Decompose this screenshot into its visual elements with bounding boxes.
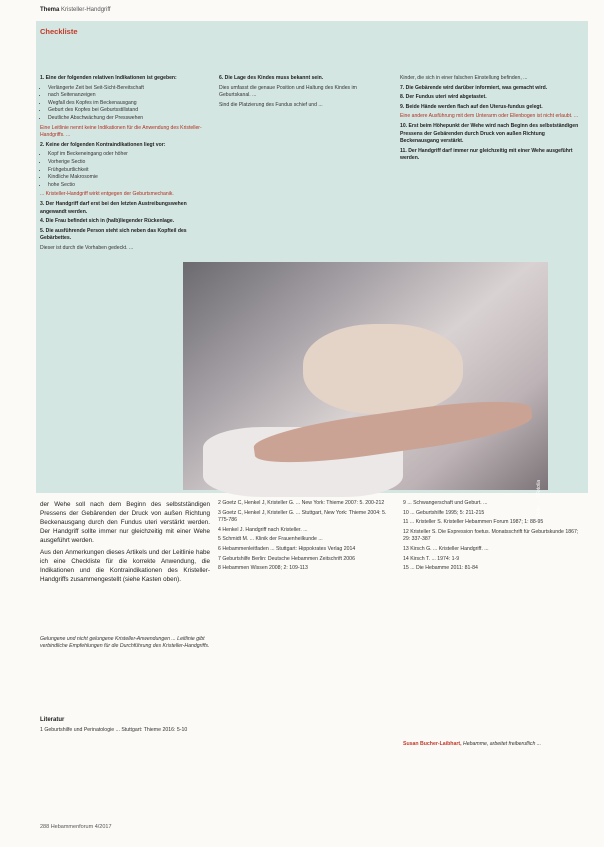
checklist-list-item: • Kopf im Beckeneingang oder höher — [48, 151, 202, 159]
checklist-list-item: • Wegfall des Kopfes im Beckenausgang — [48, 100, 202, 108]
header-title: Kristeller-Handgriff — [61, 7, 111, 13]
checklist-item-text: Sind die Platzierung des Fundus schief und ... — [219, 101, 323, 108]
refs-column-1 — [40, 727, 210, 737]
checklist-list-item: • nach Seitenanzeigen — [48, 92, 202, 100]
author-info — [403, 741, 583, 749]
checklist-list-item: • Verlängerte Zeit bei Seit-Sicht-Bereitschaft — [48, 85, 202, 93]
article-body — [40, 500, 210, 587]
italic-summary: Gelungene und nicht gelungene Kristeller-Anwendungen ... Leitlinie gibt verbindliche Empfehlungen für die Durchführung des Kristeller-Handgriffs. — [40, 636, 210, 650]
checklist-item-heading: 11. Der Handgriff darf immer nur gleichzeitig mit einer Wehe ausgeführt werden. — [400, 147, 573, 162]
reference-item: 5 Schmidt M. ... Klinik der Frauenheilkunde ... — [218, 536, 323, 543]
checklist-item-text: Dieser ist durch die Vorhaben gedeckt. ... — [40, 244, 134, 251]
checklist-list-item: • hohe Sectio — [48, 182, 202, 190]
reference-item: 3 Goetz C, Henkel J, Kristeller G. ... Stuttgart, New York: Thieme 2004: 5. 775-786 — [218, 509, 387, 524]
checklist-item-text: Eine andere Ausführung mit dem Unterarm oder Ellenbogen ist nicht erlaubt. ... — [400, 113, 579, 120]
checklist-title: Checkliste — [40, 27, 78, 36]
body-paragraph: der Wehe soll nach dem Beginn des selbstständigen Pressens der Gebärenden der Druck von außen Richtung Beckenausgang durch den Fundus uteri verstärkt werden. Der Handgriff sollte immer nur gleichzeitig mit einer Wehe ausgeführt werden. — [40, 501, 210, 544]
reference-item: 9 ... Schwangerschaft und Geburt. ... — [403, 500, 488, 506]
checklist-column-3 — [400, 75, 584, 165]
checklist-item-text: Kinder, die sich in einer falschen Einstellung befinden, ... — [400, 75, 528, 81]
reference-item: 8 Hebammen Wissen 2008; 2: 109-113 — [218, 565, 308, 572]
checklist-item-heading: 7. Die Gebärende wird darüber informiert, was gemacht wird. — [400, 84, 548, 91]
checklist-item-heading: 4. Die Frau befindet sich in (halb)liegender Rückenlage. — [40, 218, 175, 225]
checklist-list-item: • Frühgeburtlichkeit — [48, 167, 202, 175]
reference-item: 10 ... Geburtshilfe 1995; 5: 211-215 — [403, 509, 485, 516]
reference-item: 11 ... Kristeller S. Kristeller Hebammen Forum 1987; 1: 88-95 — [403, 519, 544, 526]
page-footer: 288 Hebammenforum 4/2017 — [40, 824, 112, 830]
reference-item: 13 Kirsch G. ... Kristeller Handgriff. ... — [403, 545, 489, 552]
reference-item: 7 Geburtshilfe Berlin: Deutsche Hebammen Zeitschrift 2006 — [218, 555, 355, 562]
checklist-column-1 — [40, 75, 202, 254]
reference-item: 6 Hebammenleitfaden ... Stuttgart: Hippokrates Verlag 2014 — [218, 545, 356, 552]
checklist-item-heading: 5. Die ausführende Person steht sich neben das Kopfteil des Gebärbettes. — [40, 227, 187, 242]
checklist-item-heading: 10. Erst beim Höhepunkt der Wehe wird nach Beginn des selbstständigen Pressens der Gebärenden durch Druck von außen Richtung Beckenausgang verstärkt. — [400, 122, 579, 145]
reference-item: 15 ... Die Hebamme 2011: 81-84 — [403, 565, 478, 572]
checklist-list-item: • Kindliche Makrosomie — [48, 174, 202, 182]
header-label: Thema — [40, 7, 60, 13]
reference-item: 12 Kristeller S. Die Expression foetus. Monatsschrift für Geburtskunde 1867; 29: 337-387 — [403, 528, 579, 543]
checklist-item-heading: 2. Keine der folgenden Kontraindikationen liegt vor: — [40, 141, 166, 148]
author-bio: Hebamme, arbeitet freiberuflich ... — [462, 741, 542, 747]
checklist-item-text: Eine Leitlinie nennt keine Indikationen für die Anwendung des Kristeller-Handgriffs. ... — [40, 124, 202, 139]
checklist-list — [40, 151, 202, 189]
checklist-column-2 — [219, 75, 385, 111]
checklist-item-heading: 1. Eine der folgenden relativen Indikationen ist gegeben: — [40, 75, 177, 81]
reference-item: 14 Kirsch T. ... 1974: 1-9 — [403, 555, 460, 562]
checklist-item-heading: 8. Der Fundus uteri wird abgetastet. — [400, 94, 487, 101]
checklist-item-heading: 9. Beide Hände werden flach auf den Uterus-fundus gelegt. — [400, 103, 543, 110]
refs-column-2 — [218, 500, 393, 575]
checklist-item-text: Dies umfasst die genaue Position und Haltung des Kindes im Geburtskanal. ... — [219, 84, 357, 99]
checklist-item-heading: 6. Die Lage des Kindes muss bekannt sein. — [219, 75, 324, 81]
body-paragraph: Aus den Anmerkungen dieses Artikels und der Leitlinie habe ich eine Checkliste für die korrekte Anwendung, die Indikationen und die Kontraindikationen des Kristeller-Handgriffs zusammengestellt (siehe Kasten oben). — [40, 549, 210, 583]
checklist-list — [40, 85, 202, 123]
photo-hands — [303, 324, 463, 414]
checklist-item-heading: 3. Der Handgriff darf erst bei den letzten Austreibungswehen angewandt werden. — [40, 200, 187, 215]
checklist-item-text: ... Kristeller-Handgriff wirkt entgegen der Geburtsmechanik. — [40, 191, 174, 198]
literature-title: Literatur — [40, 717, 65, 723]
photo-credit: Foto: ... / Fotolia — [536, 480, 542, 517]
checklist-list-item: • Deutliche Abschwächung der Presswehen — [48, 115, 202, 123]
page-header — [40, 7, 111, 13]
author-name: Susan Bucher-Laibhart, — [403, 741, 462, 747]
reference-item: 1 Geburtshilfe und Perinatologie ... Stuttgart: Thieme 2016: 5-10 — [40, 727, 188, 733]
checklist-list-item: • Vorherige Sectio — [48, 159, 202, 167]
refs-column-3 — [403, 500, 583, 575]
reference-item: 2 Goetz C, Henkel J, Kristeller G. ... New York: Thieme 2007: 5. 200-212 — [218, 500, 385, 506]
reference-item: 4 Henkel J. Handgriff nach Kristeller. ... — [218, 526, 308, 533]
checklist-list-item: • Geburt des Kopfes bei Geburtsstillstand — [48, 107, 202, 115]
